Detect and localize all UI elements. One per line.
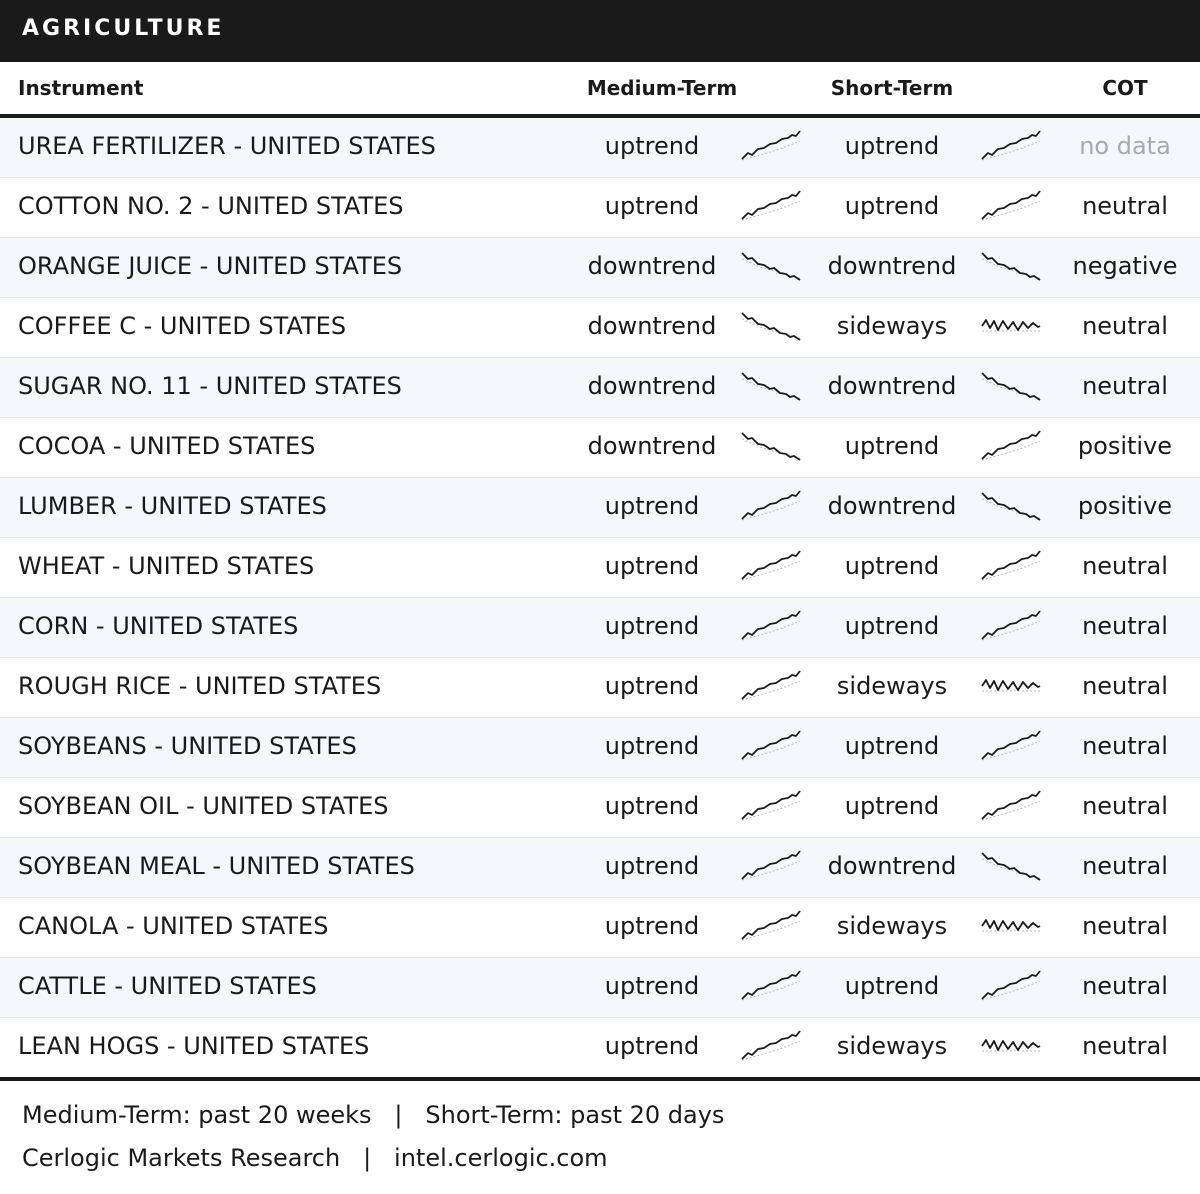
table-row xyxy=(0,1018,1200,1078)
downtrend-sparkline-icon xyxy=(980,369,1042,403)
short-term-trend: downtrend xyxy=(827,372,957,400)
uptrend-sparkline-icon xyxy=(980,129,1042,163)
table-row xyxy=(0,298,1200,358)
table-row xyxy=(0,718,1200,778)
short-term-trend: sideways xyxy=(836,1032,948,1060)
cot-sentiment: negative xyxy=(1072,252,1178,280)
table-row xyxy=(0,898,1200,958)
short-term-trend: downtrend xyxy=(827,252,957,280)
short-term-trend: sideways xyxy=(836,672,948,700)
medium-term-trend: uptrend xyxy=(604,912,700,940)
sideways-sparkline-icon xyxy=(980,1029,1042,1063)
cot-sentiment: positive xyxy=(1077,492,1173,520)
instrument-name: CORN - UNITED STATES xyxy=(18,612,299,640)
instrument-name: LUMBER - UNITED STATES xyxy=(18,492,327,520)
table-row xyxy=(0,538,1200,598)
medium-term-trend: uptrend xyxy=(604,732,700,760)
table-row xyxy=(0,478,1200,538)
footer-term-note: Medium-Term: past 20 weeks | Short-Term: past 20 days xyxy=(22,1101,725,1129)
short-term-trend: sideways xyxy=(836,912,948,940)
short-term-trend: uptrend xyxy=(844,972,940,1000)
sideways-sparkline-icon xyxy=(980,309,1042,343)
cot-sentiment: positive xyxy=(1077,432,1173,460)
instrument-table xyxy=(0,118,1200,1078)
medium-term-trend: uptrend xyxy=(604,132,700,160)
table-row xyxy=(0,118,1200,178)
cot-sentiment: neutral xyxy=(1082,912,1168,940)
column-header-cot: COT xyxy=(1102,76,1148,100)
table-row xyxy=(0,658,1200,718)
cot-sentiment: neutral xyxy=(1082,312,1168,340)
instrument-name: UREA FERTILIZER - UNITED STATES xyxy=(18,132,436,160)
instrument-name: COFFEE C - UNITED STATES xyxy=(18,312,347,340)
instrument-name: SOYBEANS - UNITED STATES xyxy=(18,732,357,760)
short-term-trend: downtrend xyxy=(827,492,957,520)
medium-term-trend: uptrend xyxy=(604,792,700,820)
medium-term-trend: downtrend xyxy=(587,372,717,400)
medium-term-trend: uptrend xyxy=(604,672,700,700)
short-term-trend: uptrend xyxy=(844,612,940,640)
medium-term-trend: downtrend xyxy=(587,432,717,460)
short-term-trend: uptrend xyxy=(844,552,940,580)
table-row xyxy=(0,838,1200,898)
medium-term-trend: uptrend xyxy=(604,492,700,520)
table-row xyxy=(0,178,1200,238)
cot-sentiment: neutral xyxy=(1082,192,1168,220)
uptrend-sparkline-icon xyxy=(980,189,1042,223)
cot-sentiment: neutral xyxy=(1082,612,1168,640)
column-header-instrument: Instrument xyxy=(18,76,144,100)
sideways-sparkline-icon xyxy=(980,909,1042,943)
uptrend-sparkline-icon xyxy=(980,729,1042,763)
cot-sentiment: neutral xyxy=(1082,852,1168,880)
table-row xyxy=(0,418,1200,478)
short-term-trend: uptrend xyxy=(844,732,940,760)
cot-sentiment: no data xyxy=(1079,132,1171,160)
column-header-short-term: Short-Term xyxy=(830,76,954,100)
instrument-name: CANOLA - UNITED STATES xyxy=(18,912,329,940)
medium-term-trend: uptrend xyxy=(604,972,700,1000)
uptrend-sparkline-icon xyxy=(980,789,1042,823)
short-term-trend: sideways xyxy=(836,312,948,340)
uptrend-sparkline-icon xyxy=(980,549,1042,583)
short-term-trend: uptrend xyxy=(844,792,940,820)
column-header-medium-term: Medium-Term xyxy=(586,76,738,100)
uptrend-sparkline-icon xyxy=(980,429,1042,463)
footer-source: Cerlogic Markets Research | intel.cerlogic.com xyxy=(22,1144,608,1172)
sideways-sparkline-icon xyxy=(980,669,1042,703)
medium-term-trend: uptrend xyxy=(604,192,700,220)
instrument-name: LEAN HOGS - UNITED STATES xyxy=(18,1032,370,1060)
short-term-trend: uptrend xyxy=(844,192,940,220)
table-row xyxy=(0,238,1200,298)
medium-term-trend: uptrend xyxy=(604,1032,700,1060)
page-title: AGRICULTURE xyxy=(22,16,225,41)
cot-sentiment: neutral xyxy=(1082,672,1168,700)
uptrend-sparkline-icon xyxy=(980,609,1042,643)
short-term-trend: downtrend xyxy=(827,852,957,880)
table-row xyxy=(0,778,1200,838)
footer-divider xyxy=(0,1077,1200,1081)
medium-term-trend: downtrend xyxy=(587,312,717,340)
instrument-name: SUGAR NO. 11 - UNITED STATES xyxy=(18,372,402,400)
downtrend-sparkline-icon xyxy=(980,849,1042,883)
instrument-name: CATTLE - UNITED STATES xyxy=(18,972,317,1000)
cot-sentiment: neutral xyxy=(1082,792,1168,820)
instrument-name: WHEAT - UNITED STATES xyxy=(18,552,315,580)
table-row xyxy=(0,598,1200,658)
instrument-name: ROUGH RICE - UNITED STATES xyxy=(18,672,382,700)
medium-term-trend: uptrend xyxy=(604,852,700,880)
cot-sentiment: neutral xyxy=(1082,552,1168,580)
medium-term-trend: downtrend xyxy=(587,252,717,280)
medium-term-trend: uptrend xyxy=(604,552,700,580)
instrument-name: SOYBEAN MEAL - UNITED STATES xyxy=(18,852,415,880)
instrument-name: SOYBEAN OIL - UNITED STATES xyxy=(18,792,389,820)
instrument-name: COCOA - UNITED STATES xyxy=(18,432,316,460)
table-row xyxy=(0,358,1200,418)
table-row xyxy=(0,958,1200,1018)
downtrend-sparkline-icon xyxy=(980,489,1042,523)
uptrend-sparkline-icon xyxy=(980,969,1042,1003)
instrument-name: COTTON NO. 2 - UNITED STATES xyxy=(18,192,404,220)
cot-sentiment: neutral xyxy=(1082,972,1168,1000)
short-term-trend: uptrend xyxy=(844,432,940,460)
header-bar xyxy=(0,0,1200,62)
downtrend-sparkline-icon xyxy=(980,249,1042,283)
cot-sentiment: neutral xyxy=(1082,732,1168,760)
cot-sentiment: neutral xyxy=(1082,1032,1168,1060)
short-term-trend: uptrend xyxy=(844,132,940,160)
cot-sentiment: neutral xyxy=(1082,372,1168,400)
medium-term-trend: uptrend xyxy=(604,612,700,640)
instrument-name: ORANGE JUICE - UNITED STATES xyxy=(18,252,403,280)
